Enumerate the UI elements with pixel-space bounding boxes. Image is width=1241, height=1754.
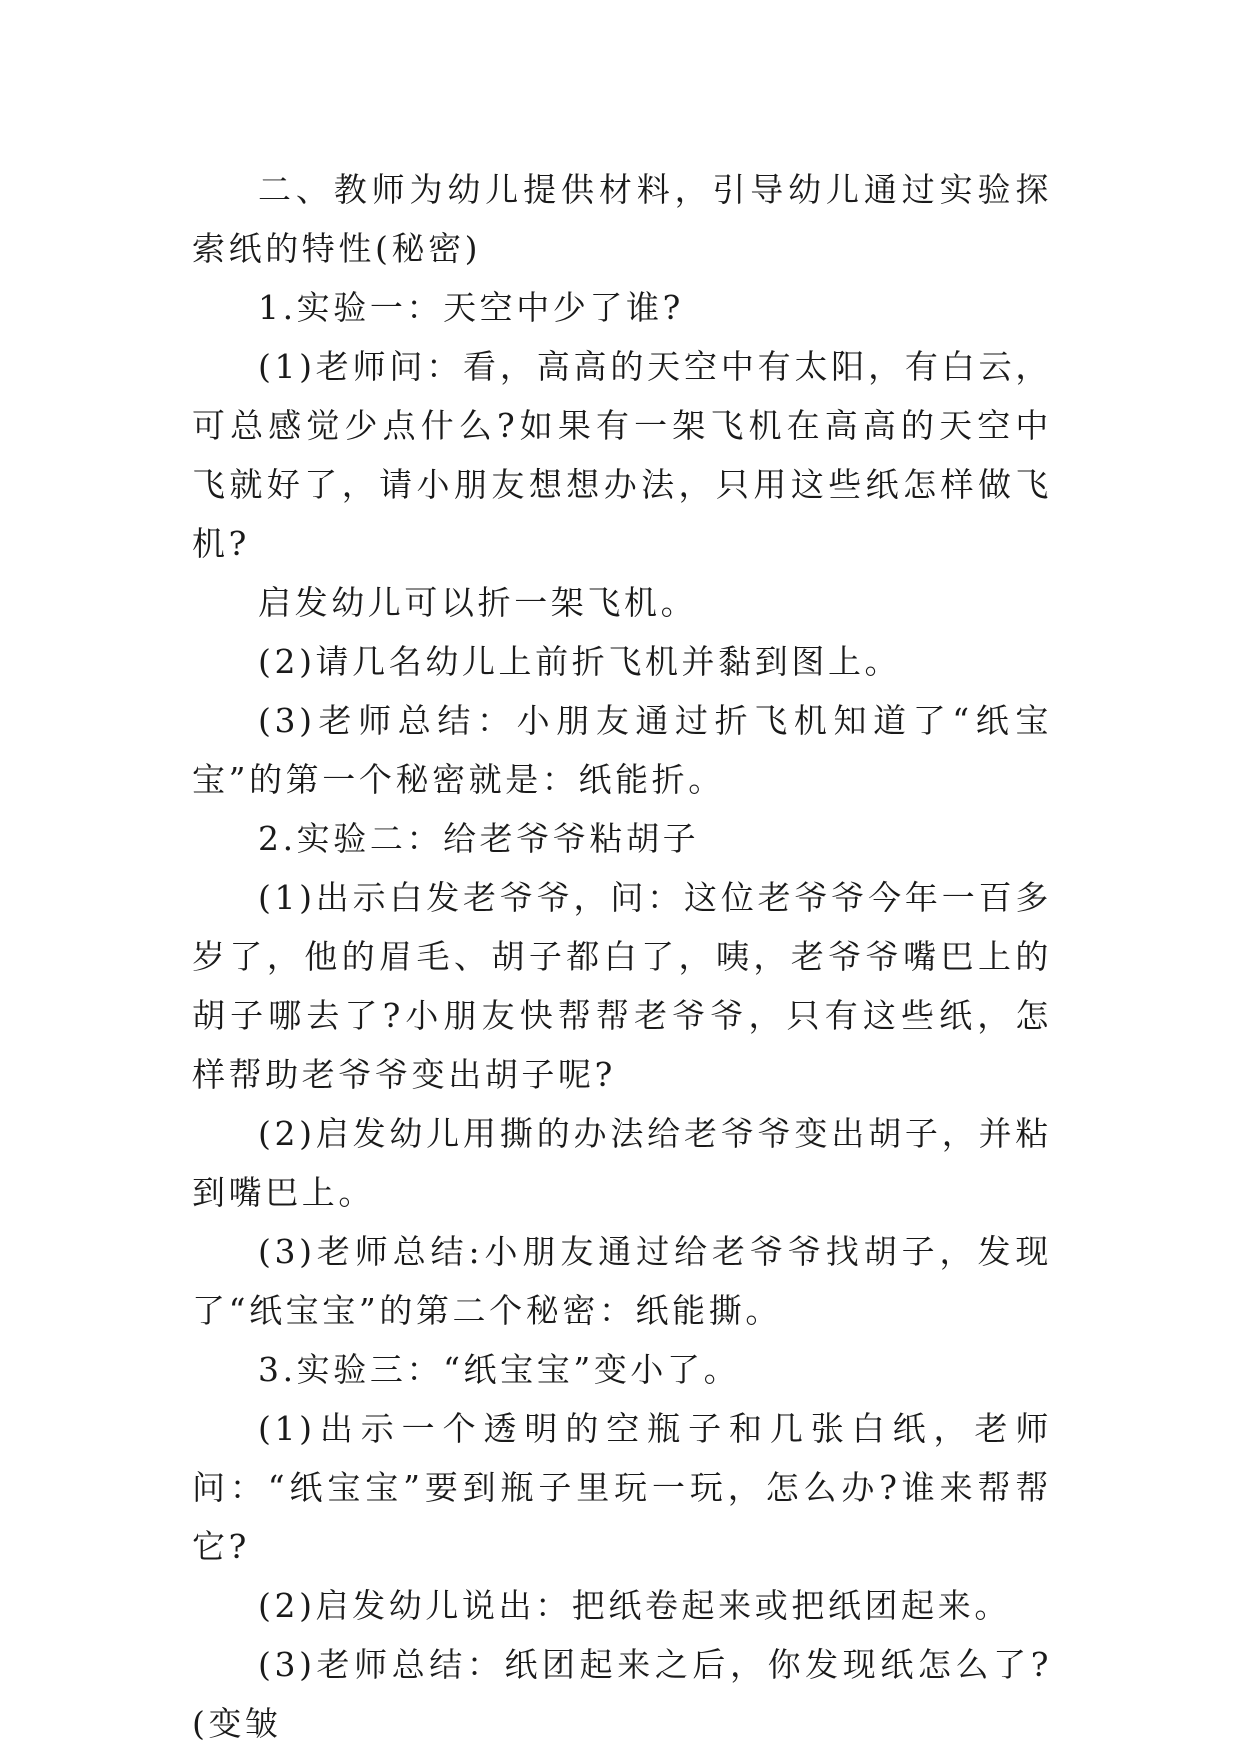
paragraph: (2)启发幼儿用撕的办法给老爷爷变出胡子，并粘到嘴巴上。 xyxy=(192,1114,1052,1212)
paragraph: 启发幼儿可以折一架飞机。 xyxy=(258,583,698,622)
section-heading: 二、教师为幼儿提供材料，引导幼儿通过实验探索纸的特性(秘密) xyxy=(192,170,1052,268)
paragraph: (1)出示一个透明的空瓶子和几张白纸，老师问：“纸宝宝”要到瓶子里玩一玩，怎么办?谁来帮帮它? xyxy=(192,1409,1052,1566)
paragraph: (3)老师总结：纸团起来之后，你发现纸怎么了?(变皱 xyxy=(192,1645,1052,1743)
paragraph: (2)请几名幼儿上前折飞机并黏到图上。 xyxy=(258,642,902,681)
experiment-3-title: 3.实验三：“纸宝宝”变小了。 xyxy=(258,1350,741,1389)
paragraph: (3)老师总结:小朋友通过给老爷爷找胡子，发现了“纸宝宝”的第二个秘密：纸能撕。 xyxy=(192,1232,1052,1330)
paragraph: (3)老师总结：小朋友通过折飞机知道了“纸宝宝”的第一个秘密就是：纸能折。 xyxy=(192,701,1052,799)
paragraph: (1)出示白发老爷爷，问：这位老爷爷今年一百多岁了，他的眉毛、胡子都白了，咦，老爷爷嘴巴上的胡子哪去了?小朋友快帮帮老爷爷，只有这些纸，怎样帮助老爷爷变出胡子呢? xyxy=(192,878,1052,1094)
experiment-2-title: 2.实验二：给老爷爷粘胡子 xyxy=(258,819,700,858)
document-body xyxy=(192,160,1052,1753)
paragraph: (1)老师问：看，高高的天空中有太阳，有白云，可总感觉少点什么?如果有一架飞机在高高的天空中飞就好了，请小朋友想想办法，只用这些纸怎样做飞机? xyxy=(192,347,1052,563)
paragraph: (2)启发幼儿说出：把纸卷起来或把纸团起来。 xyxy=(258,1586,1011,1625)
experiment-1-title: 1.实验一：天空中少了谁? xyxy=(258,288,684,327)
